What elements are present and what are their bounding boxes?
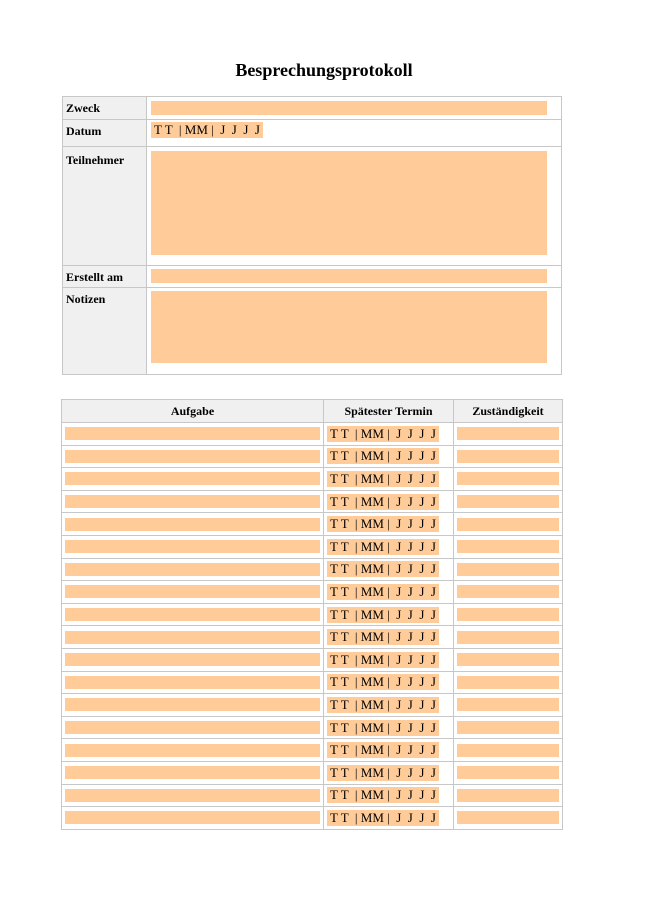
table-row	[62, 603, 563, 626]
deadline-field[interactable]: T T | MM | J J J J	[327, 720, 439, 736]
notes-field[interactable]	[151, 291, 547, 363]
task-field[interactable]	[65, 766, 320, 779]
page-title: Besprechungsprotokoll	[235, 60, 413, 80]
task-field[interactable]	[65, 789, 320, 802]
task-field[interactable]	[65, 518, 320, 531]
table-row	[62, 423, 563, 446]
task-field[interactable]	[65, 698, 320, 711]
deadline-cell	[324, 423, 454, 446]
task-field[interactable]	[65, 585, 320, 598]
task-field[interactable]	[65, 472, 320, 485]
table-row	[62, 626, 563, 649]
owner-field[interactable]	[457, 585, 559, 598]
table-row	[62, 648, 563, 671]
task-field[interactable]	[65, 540, 320, 553]
purpose-row	[63, 97, 562, 120]
deadline-field[interactable]: T T | MM | J J J J	[327, 787, 439, 803]
table-row	[62, 739, 563, 762]
purpose-label: Zweck	[63, 97, 147, 120]
owner-cell	[454, 761, 563, 784]
task-cell	[62, 739, 324, 762]
task-cell	[62, 445, 324, 468]
owner-header: Zuständigkeit	[454, 400, 563, 423]
deadline-cell	[324, 626, 454, 649]
date-cell	[147, 120, 562, 147]
task-cell	[62, 535, 324, 558]
owner-field[interactable]	[457, 563, 559, 576]
deadline-field[interactable]: T T | MM | J J J J	[327, 629, 439, 645]
table-row	[62, 581, 563, 604]
task-cell	[62, 761, 324, 784]
task-field[interactable]	[65, 811, 320, 824]
task-cell	[62, 694, 324, 717]
owner-cell	[454, 490, 563, 513]
owner-field[interactable]	[457, 608, 559, 621]
owner-cell	[454, 445, 563, 468]
deadline-field[interactable]: T T | MM | J J J J	[327, 697, 439, 713]
deadline-field[interactable]: T T | MM | J J J J	[327, 742, 439, 758]
participants-row	[63, 147, 562, 266]
deadline-cell	[324, 468, 454, 491]
date-field[interactable]: T T | MM | J J J J	[151, 122, 263, 138]
purpose-cell	[147, 97, 562, 120]
deadline-cell	[324, 648, 454, 671]
table-row	[62, 807, 563, 830]
table-row	[62, 671, 563, 694]
deadline-cell	[324, 513, 454, 536]
table-row	[62, 445, 563, 468]
owner-cell	[454, 558, 563, 581]
date-row	[63, 120, 562, 147]
owner-cell	[454, 513, 563, 536]
owner-cell	[454, 603, 563, 626]
notes-row	[63, 288, 562, 375]
owner-field[interactable]	[457, 540, 559, 553]
created-label: Erstellt am	[63, 266, 147, 288]
deadline-cell	[324, 603, 454, 626]
deadline-field[interactable]: T T | MM | J J J J	[327, 494, 439, 510]
deadline-field[interactable]: T T | MM | J J J J	[327, 810, 439, 826]
deadline-cell	[324, 784, 454, 807]
created-field[interactable]	[151, 269, 547, 283]
deadline-field[interactable]: T T | MM | J J J J	[327, 652, 439, 668]
task-cell	[62, 603, 324, 626]
table-row	[62, 513, 563, 536]
participants-cell	[147, 147, 562, 266]
purpose-field[interactable]	[151, 101, 547, 115]
deadline-field[interactable]: T T | MM | J J J J	[327, 584, 439, 600]
owner-field[interactable]	[457, 631, 559, 644]
task-field[interactable]	[65, 608, 320, 621]
task-cell	[62, 513, 324, 536]
created-cell	[147, 266, 562, 288]
task-field[interactable]	[65, 427, 320, 440]
deadline-cell	[324, 739, 454, 762]
owner-field[interactable]	[457, 789, 559, 802]
deadline-field[interactable]: T T | MM | J J J J	[327, 448, 439, 464]
deadline-cell	[324, 445, 454, 468]
task-header: Aufgabe	[62, 400, 324, 423]
task-field[interactable]	[65, 653, 320, 666]
task-cell	[62, 784, 324, 807]
deadline-field[interactable]: T T | MM | J J J J	[327, 539, 439, 555]
task-cell	[62, 671, 324, 694]
deadline-cell	[324, 671, 454, 694]
owner-cell	[454, 648, 563, 671]
table-row	[62, 490, 563, 513]
owner-field[interactable]	[457, 721, 559, 734]
task-cell	[62, 490, 324, 513]
task-cell	[62, 581, 324, 604]
table-row	[62, 535, 563, 558]
deadline-cell	[324, 558, 454, 581]
owner-field[interactable]	[457, 744, 559, 757]
owner-field[interactable]	[457, 676, 559, 689]
task-cell	[62, 648, 324, 671]
owner-cell	[454, 784, 563, 807]
task-field[interactable]	[65, 676, 320, 689]
task-cell	[62, 558, 324, 581]
owner-field[interactable]	[457, 518, 559, 531]
owner-cell	[454, 535, 563, 558]
task-cell	[62, 716, 324, 739]
owner-cell	[454, 626, 563, 649]
owner-field[interactable]	[457, 766, 559, 779]
task-table-header	[62, 400, 563, 423]
task-cell	[62, 468, 324, 491]
task-cell	[62, 626, 324, 649]
deadline-field[interactable]: T T | MM | J J J J	[327, 765, 439, 781]
owner-field[interactable]	[457, 811, 559, 824]
task-field[interactable]	[65, 721, 320, 734]
table-row	[62, 716, 563, 739]
table-row	[62, 558, 563, 581]
owner-field[interactable]	[457, 427, 559, 440]
owner-cell	[454, 716, 563, 739]
owner-field[interactable]	[457, 653, 559, 666]
participants-field[interactable]	[151, 151, 547, 255]
task-table	[61, 399, 563, 830]
task-field[interactable]	[65, 495, 320, 508]
deadline-cell	[324, 535, 454, 558]
deadline-cell	[324, 716, 454, 739]
deadline-field[interactable]: T T | MM | J J J J	[327, 674, 439, 690]
deadline-cell	[324, 761, 454, 784]
task-field[interactable]	[65, 563, 320, 576]
owner-cell	[454, 468, 563, 491]
table-row	[62, 761, 563, 784]
task-cell	[62, 807, 324, 830]
task-field[interactable]	[65, 450, 320, 463]
deadline-cell	[324, 694, 454, 717]
owner-cell	[454, 694, 563, 717]
owner-cell	[454, 807, 563, 830]
deadline-header: Spätester Termin	[324, 400, 454, 423]
deadline-cell	[324, 581, 454, 604]
task-field[interactable]	[65, 631, 320, 644]
deadline-field[interactable]: T T | MM | J J J J	[327, 426, 439, 442]
owner-cell	[454, 581, 563, 604]
meeting-info-table	[62, 96, 562, 375]
table-row	[62, 694, 563, 717]
owner-cell	[454, 671, 563, 694]
deadline-cell	[324, 490, 454, 513]
owner-field[interactable]	[457, 495, 559, 508]
deadline-field[interactable]: T T | MM | J J J J	[327, 471, 439, 487]
task-field[interactable]	[65, 744, 320, 757]
notes-label: Notizen	[63, 288, 147, 375]
owner-field[interactable]	[457, 450, 559, 463]
deadline-field[interactable]: T T | MM | J J J J	[327, 516, 439, 532]
table-row	[62, 784, 563, 807]
date-label: Datum	[63, 120, 147, 147]
owner-field[interactable]	[457, 698, 559, 711]
task-rows	[62, 423, 563, 830]
owner-cell	[454, 423, 563, 446]
deadline-cell	[324, 807, 454, 830]
table-row	[62, 468, 563, 491]
deadline-field[interactable]: T T | MM | J J J J	[327, 561, 439, 577]
created-row	[63, 266, 562, 288]
owner-cell	[454, 739, 563, 762]
notes-cell	[147, 288, 562, 375]
task-cell	[62, 423, 324, 446]
deadline-field[interactable]: T T | MM | J J J J	[327, 607, 439, 623]
participants-label: Teilnehmer	[63, 147, 147, 266]
owner-field[interactable]	[457, 472, 559, 485]
